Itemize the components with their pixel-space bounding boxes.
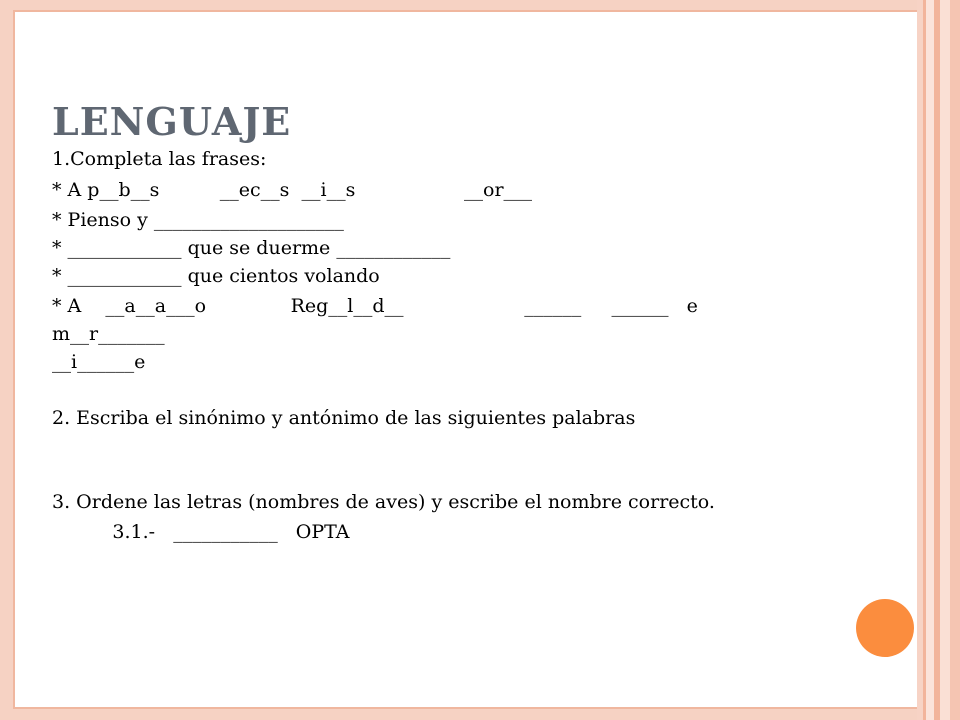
frame-bottom-border bbox=[0, 709, 960, 720]
frame-left-border bbox=[0, 0, 13, 720]
right-stripe bbox=[950, 0, 960, 720]
instruction-line: 3. Ordene las letras (nombres de aves) y escribe el nombre correcto. bbox=[52, 491, 715, 513]
exercise-line: * A p__b__s __ec__s __i__s __or___ bbox=[52, 179, 533, 201]
right-stripe bbox=[940, 0, 950, 720]
exercise-line: m__r_______ bbox=[52, 323, 165, 345]
exercise-line: * ____________ que cientos volando bbox=[52, 265, 380, 287]
exercise-line: __i______e bbox=[52, 351, 146, 373]
frame-top-border bbox=[0, 0, 960, 10]
exercise-line: * Pienso y ____________________ bbox=[52, 209, 344, 231]
exercise-line: 3.1.- ___________ OPTA bbox=[52, 521, 350, 543]
slide-title: LENGUAJE bbox=[52, 99, 292, 144]
frame-bottom-border-inner bbox=[15, 707, 920, 709]
right-stripe bbox=[926, 0, 934, 720]
exercise-line: * A __a__a___o Reg__l__d__ ______ ______ e bbox=[52, 295, 698, 317]
slide-content bbox=[52, 100, 872, 148]
instruction-line: 1.Completa las frases: bbox=[52, 148, 267, 170]
frame-left-border-inner bbox=[13, 0, 15, 720]
exercise-line: * ____________ que se duerme ____________ bbox=[52, 237, 451, 259]
instruction-line: 2. Escriba el sinónimo y antónimo de las siguientes palabras bbox=[52, 407, 636, 429]
decorative-circle bbox=[856, 599, 914, 657]
frame-top-border-inner bbox=[15, 10, 920, 12]
